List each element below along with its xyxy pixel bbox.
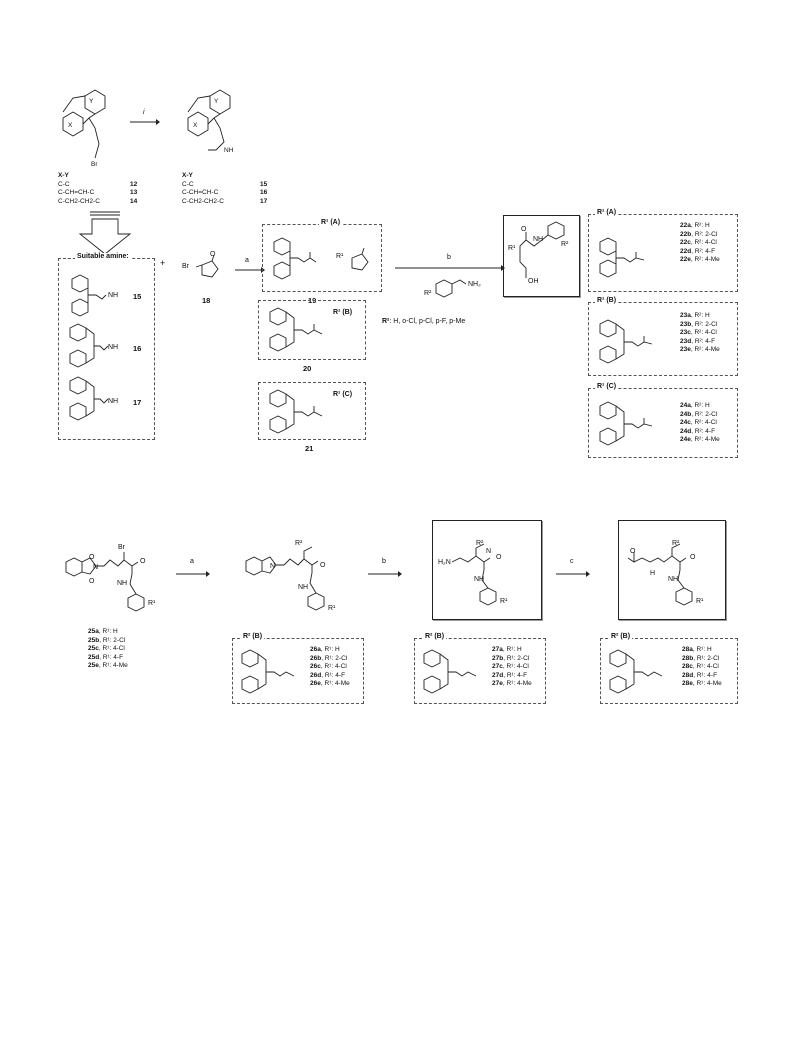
cmpd-num: 16 bbox=[260, 189, 268, 196]
cmpd-id: 25d bbox=[88, 653, 100, 661]
cmpd-sub: , R¹: 4-Cl bbox=[692, 663, 719, 671]
cmpd-id: 27b bbox=[492, 654, 504, 662]
cmpd-sub: R²: 4-Me bbox=[694, 346, 720, 354]
cmpd-row bbox=[492, 646, 532, 655]
s2-arrow-c bbox=[556, 570, 590, 578]
amine-nh-16: NH bbox=[108, 344, 119, 351]
svg-text:NH: NH bbox=[224, 147, 234, 154]
s2-o-27: O bbox=[496, 554, 502, 561]
cmpd-num: 15 bbox=[260, 180, 268, 188]
cmpd-row: 22d, R²: 4-F bbox=[680, 247, 716, 255]
box-b-label: R¹ (B) bbox=[333, 309, 353, 316]
cmpd-row: 24b, R²: 2-Cl bbox=[680, 410, 718, 418]
cmpd-sub: , R¹: 4-F bbox=[321, 671, 346, 679]
cmpd-row bbox=[682, 680, 722, 689]
box-a-title: R¹ (A) bbox=[321, 219, 341, 226]
s2-r1-28: R¹ bbox=[696, 598, 704, 605]
tricyclic-amine-structure bbox=[180, 88, 240, 168]
cmpd-id: 22e bbox=[680, 256, 691, 264]
box-27-title: R² (B) bbox=[425, 633, 445, 640]
s2-step-c: c bbox=[570, 558, 574, 565]
s2-step-b: b bbox=[382, 558, 386, 565]
cmpd-sub: R²: H bbox=[694, 222, 710, 229]
compound-27-structure bbox=[440, 528, 540, 618]
group-23-title: R¹ (B) bbox=[597, 297, 617, 304]
list-26 bbox=[310, 646, 350, 689]
cmpd-id: 28c bbox=[682, 663, 693, 671]
svg-text:Br: Br bbox=[91, 161, 98, 168]
cmpd-row: 24d, R²: 4-F bbox=[680, 427, 716, 435]
product-oh: OH bbox=[528, 278, 539, 285]
product-r2: R² bbox=[561, 241, 569, 248]
cmpd-id: 23a bbox=[680, 312, 691, 319]
cmpd-row bbox=[682, 655, 722, 664]
s2-br-25: Br bbox=[118, 544, 125, 551]
cmpd-id: 22c bbox=[680, 239, 691, 247]
s2-step-a: a bbox=[190, 558, 194, 565]
cmpd-id: 26b bbox=[310, 654, 322, 662]
cmpd-id: 24b bbox=[680, 410, 692, 418]
svg-text:Y: Y bbox=[214, 98, 219, 105]
amine-nh-17: NH bbox=[108, 398, 119, 405]
group-22-list bbox=[680, 222, 720, 265]
product-general-structure bbox=[508, 220, 578, 296]
box-c-label: R¹ (C) bbox=[333, 391, 353, 398]
cmpd-sub: , R¹: 2-Cl bbox=[693, 654, 720, 662]
xy-row bbox=[58, 181, 138, 190]
cmpd-row: 23a, R²: H bbox=[680, 312, 710, 319]
cmpd-row bbox=[682, 672, 722, 681]
cmpd-id: 27a bbox=[492, 646, 503, 653]
box-26-fragment bbox=[238, 648, 308, 700]
cmpd-sub: R²: 2-Cl bbox=[694, 410, 718, 418]
cmpd-row bbox=[88, 645, 128, 654]
cmpd-sub: , R¹: 2-Cl bbox=[503, 654, 530, 662]
s2-n-26: N bbox=[270, 563, 276, 570]
cmpd-sub: R²: 4-Cl bbox=[694, 419, 717, 427]
reagent18-br: Br bbox=[182, 263, 189, 270]
s2-nh-25: NH bbox=[117, 580, 128, 587]
list-25 bbox=[88, 628, 128, 671]
box-28-fragment bbox=[606, 648, 676, 700]
hollow-down-arrow bbox=[78, 210, 132, 256]
group-24-fragment bbox=[596, 400, 666, 450]
cmpd-id: 23e bbox=[680, 346, 691, 354]
cmpd-id: 23d bbox=[680, 337, 692, 345]
reagent18-o: O bbox=[210, 251, 216, 258]
xy-value: C-CH2-CH2-C bbox=[182, 197, 224, 205]
r1-label-19: R¹ bbox=[336, 253, 344, 260]
cmpd-id: 23b bbox=[680, 320, 692, 328]
cmpd-row: 23e, R²: 4-Me bbox=[680, 346, 720, 354]
cmpd-sub: , R¹: H bbox=[502, 646, 522, 653]
xy-row bbox=[182, 198, 272, 207]
cmpd-sub: , R¹: 4-F bbox=[693, 671, 718, 679]
cmpd-row: 24a, R²: H bbox=[680, 402, 710, 409]
xy-value: C-CH2-CH2-C bbox=[58, 197, 100, 205]
cmpd-id: 24d bbox=[680, 427, 692, 435]
cmpd-id: 25c bbox=[88, 645, 99, 653]
cmpd-id: 26e bbox=[310, 680, 321, 688]
group-22-fragment bbox=[596, 238, 666, 282]
cmpd-row bbox=[492, 663, 532, 672]
list-27 bbox=[492, 646, 532, 689]
product-r1: R¹ bbox=[508, 245, 516, 252]
cmpd-id: 22b bbox=[680, 230, 692, 238]
cmpd-sub: , R¹: 4-Me bbox=[502, 680, 532, 688]
svg-text:X: X bbox=[193, 122, 198, 129]
s2-arrow-b bbox=[368, 570, 402, 578]
s2-r2-28: R² bbox=[672, 540, 680, 547]
cmpd-sub: R²: 4-F bbox=[694, 247, 716, 255]
xy-row bbox=[182, 189, 272, 198]
xy-table-left bbox=[58, 172, 138, 206]
group-24-list bbox=[680, 402, 720, 445]
box-28-title: R² (B) bbox=[611, 633, 631, 640]
s2-o-28a: O bbox=[630, 548, 636, 555]
cmpd-sub: , R¹: H bbox=[692, 646, 712, 653]
cmpd-sub: R²: 2-Cl bbox=[694, 230, 718, 238]
cmpd-sub: , R¹: H bbox=[98, 628, 118, 635]
intermediate-19-structure bbox=[270, 236, 378, 286]
plus-sign: + bbox=[160, 258, 166, 268]
cmpd-id: 28a bbox=[682, 646, 693, 653]
reagent18-num: 18 bbox=[202, 296, 211, 305]
cmpd-sub: , R¹: 4-Cl bbox=[98, 645, 125, 653]
cmpd-sub: R²: 4-Cl bbox=[694, 329, 717, 337]
svg-text:Y: Y bbox=[89, 98, 94, 105]
cmpd-sub: , R¹: 4-Cl bbox=[320, 663, 347, 671]
s2-o-26: O bbox=[320, 562, 326, 569]
s2-r1-25: R¹ bbox=[148, 600, 156, 607]
r2-options-label: R² bbox=[382, 318, 390, 325]
cmpd-sub: , R¹: 4-Me bbox=[320, 680, 350, 688]
cmpd-row bbox=[310, 646, 350, 655]
xy-value: C-C bbox=[182, 180, 194, 188]
cmpd-id: 22a bbox=[680, 222, 691, 229]
cmpd-sub: , R¹: 4-Cl bbox=[502, 663, 529, 671]
cmpd-sub: , R¹: 4-Me bbox=[98, 662, 128, 670]
bromolactone-18-structure bbox=[186, 255, 226, 287]
s2-nh-26: NH bbox=[298, 584, 309, 591]
s2-o-25c: O bbox=[140, 558, 146, 565]
xy-table-right bbox=[182, 172, 272, 206]
cmpd-id: 28e bbox=[682, 680, 693, 688]
cmpd-row bbox=[682, 646, 722, 655]
cmpd-sub: R²: 4-Me bbox=[694, 436, 720, 444]
xy-value: C-CH=CH-C bbox=[58, 189, 95, 196]
cmpd-id: 27d bbox=[492, 671, 504, 679]
cmpd-sub: , R¹: 4-F bbox=[503, 671, 528, 679]
xy-header-left: X-Y bbox=[58, 172, 69, 179]
cmpd-row: 24c, R²: 4-Cl bbox=[680, 419, 717, 427]
amine-nh-15: NH bbox=[108, 292, 119, 299]
s2-r1-26: R¹ bbox=[328, 605, 336, 612]
cmpd-id: 24e bbox=[680, 436, 691, 444]
cmpd-id: 27c bbox=[492, 663, 503, 671]
s2-n-25: N bbox=[93, 564, 99, 571]
group-23-fragment bbox=[596, 318, 666, 368]
cmpd-sub: R²: H bbox=[694, 402, 710, 409]
cmpd-sub: , R¹: 4-F bbox=[99, 653, 124, 661]
benzylamine-nh2: NH₂ bbox=[468, 281, 481, 288]
svg-text:X: X bbox=[68, 122, 73, 129]
s2-arrow-a bbox=[176, 570, 210, 578]
product-nh: NH bbox=[533, 236, 544, 243]
arrow-step-b bbox=[395, 264, 505, 272]
r2-options-values: : H, o-Cl, p-Cl, p-F, p-Me bbox=[389, 318, 466, 325]
cmpd-row bbox=[682, 663, 722, 672]
s2-o-25b: O bbox=[89, 578, 95, 585]
s2-r1-27: R¹ bbox=[500, 598, 508, 605]
amine-num-16: 16 bbox=[133, 344, 142, 353]
step-i-label: i bbox=[143, 109, 145, 116]
group-23-list bbox=[680, 312, 720, 355]
cmpd-row bbox=[492, 680, 532, 689]
cmpd-sub: , R¹: 2-Cl bbox=[99, 636, 126, 644]
cmpd-sub: R²: 4-Me bbox=[694, 256, 720, 264]
cmpd-id: 25e bbox=[88, 662, 99, 670]
group-22-title: R¹ (A) bbox=[597, 209, 617, 216]
product-o: O bbox=[521, 226, 527, 233]
suitable-amine-title: Suitable amine: bbox=[77, 253, 129, 260]
s2-o-28b: O bbox=[690, 554, 696, 561]
cmp-20-label: 20 bbox=[303, 364, 312, 373]
cmpd-id: 25a bbox=[88, 628, 99, 635]
cmpd-row bbox=[310, 680, 350, 689]
cmpd-row: 23b, R²: 2-Cl bbox=[680, 320, 718, 328]
step-a-label: a bbox=[245, 257, 249, 264]
cmpd-id: 22d bbox=[680, 247, 692, 255]
r2-options bbox=[382, 318, 465, 325]
s2-r2-26: R² bbox=[295, 540, 303, 547]
cmpd-sub: R²: 4-F bbox=[694, 337, 716, 345]
cmpd-row bbox=[310, 655, 350, 664]
cmpd-id: 27e bbox=[492, 680, 503, 688]
s2-nh-27: NH bbox=[474, 576, 485, 583]
cmpd-row bbox=[88, 628, 128, 637]
cmpd-sub: , R¹: 2-Cl bbox=[321, 654, 348, 662]
cmpd-row bbox=[492, 672, 532, 681]
s2-r2-27: R² bbox=[476, 540, 484, 547]
cmpd-row bbox=[492, 655, 532, 664]
cmpd-sub: , R¹: 4-Me bbox=[692, 680, 722, 688]
cmp-21-label: 21 bbox=[305, 444, 314, 453]
s2-o-25a: O bbox=[89, 554, 95, 561]
amine-num-15: 15 bbox=[133, 292, 142, 301]
arrow-step-i bbox=[130, 118, 160, 126]
cmpd-row bbox=[88, 662, 128, 671]
cmpd-sub: R²: 4-Cl bbox=[694, 239, 717, 247]
cmpd-id: 28b bbox=[682, 654, 694, 662]
xy-value: C-C bbox=[58, 180, 70, 188]
cmpd-row: 22a, R²: H bbox=[680, 222, 710, 229]
cmpd-row bbox=[88, 654, 128, 663]
cmpd-sub: , R¹: H bbox=[320, 646, 340, 653]
cmpd-row bbox=[310, 663, 350, 672]
cmpd-row: 23d, R²: 4-F bbox=[680, 337, 716, 345]
s2-h-28: H bbox=[650, 570, 656, 577]
cmp-19-label: 19 bbox=[308, 296, 317, 305]
list-28 bbox=[682, 646, 722, 689]
benzylamine-r2: R² bbox=[424, 290, 432, 297]
cmpd-row bbox=[310, 672, 350, 681]
cmpd-num: 14 bbox=[130, 197, 138, 205]
arrow-step-a bbox=[235, 266, 265, 274]
s2-nh-28: NH bbox=[668, 576, 679, 583]
compound-25-structure bbox=[58, 542, 168, 622]
cmpd-id: 25b bbox=[88, 636, 100, 644]
s2-n-27: N bbox=[486, 548, 492, 555]
xy-row bbox=[182, 181, 272, 190]
cmpd-id: 23c bbox=[680, 329, 691, 337]
cmpd-id: 24a bbox=[680, 402, 691, 409]
xy-value: C-CH=CH-C bbox=[182, 189, 219, 196]
cmpd-sub: R²: H bbox=[694, 312, 710, 319]
cmpd-row: 23c, R²: 4-Cl bbox=[680, 329, 717, 337]
box-27-fragment bbox=[420, 648, 490, 700]
amine-num-17: 17 bbox=[133, 398, 142, 407]
s2-h2n-27: H₂N bbox=[438, 559, 451, 566]
cmpd-sub: R²: 2-Cl bbox=[694, 320, 718, 328]
cmpd-row: 22e, R²: 4-Me bbox=[680, 256, 720, 264]
tricyclic-bromide-structure bbox=[55, 88, 115, 168]
cmpd-row: 22b, R²: 2-Cl bbox=[680, 230, 718, 238]
cmpd-num: 12 bbox=[130, 180, 138, 188]
cmpd-sub: R²: 4-F bbox=[694, 427, 716, 435]
cmpd-row: 22c, R²: 4-Cl bbox=[680, 239, 717, 247]
box-26-title: R² (B) bbox=[243, 633, 263, 640]
cmpd-id: 24c bbox=[680, 419, 691, 427]
xy-header-right: X-Y bbox=[182, 172, 193, 179]
cmpd-row bbox=[88, 637, 128, 646]
step-b-label: b bbox=[447, 254, 451, 261]
cmpd-id: 26a bbox=[310, 646, 321, 653]
cmpd-id: 26c bbox=[310, 663, 321, 671]
cmpd-id: 28d bbox=[682, 671, 694, 679]
cmpd-id: 26d bbox=[310, 671, 322, 679]
cmpd-num: 17 bbox=[260, 197, 268, 205]
xy-row bbox=[58, 189, 138, 198]
group-24-title: R¹ (C) bbox=[597, 383, 617, 390]
cmpd-row: 24e, R²: 4-Me bbox=[680, 436, 720, 444]
xy-row bbox=[58, 198, 138, 207]
cmpd-num: 13 bbox=[130, 189, 138, 196]
